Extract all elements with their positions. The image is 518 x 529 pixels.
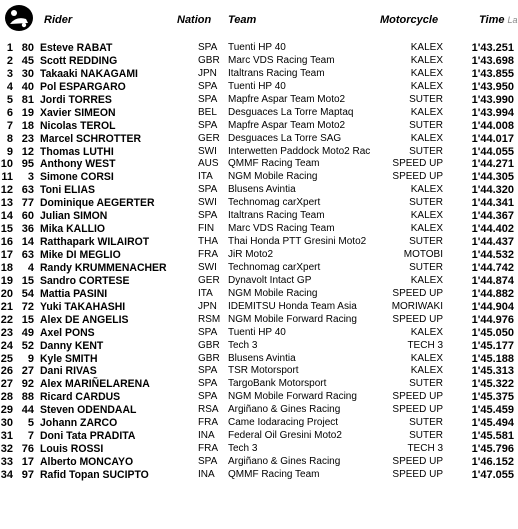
rider-nation: ITA [198,287,213,299]
rider-time: 1'44.532 [471,249,514,261]
rider-time: 1'45.581 [471,430,514,443]
rider-number: 27 [21,365,34,378]
rider-position: 3 [6,67,13,80]
rider-motorcycle: KALEX [410,326,443,338]
rider-motorcycle: SPEED UP [392,456,443,467]
rider-position: 23 [0,326,13,339]
rider-team: Came Iodaracing Project [228,417,339,429]
rider-position: 18 [0,261,13,274]
rider-motorcycle: SPEED UP [392,391,443,403]
rider-nation: FIN [198,223,215,235]
rider-number: 80 [21,42,34,54]
rider-motorcycle: SUTER [409,417,443,429]
results-table [0,42,518,482]
rider-team: Blusens Avintia [228,352,296,364]
table-row [0,314,518,327]
rider-team: Mapfre Aspar Team Moto2 [228,119,346,131]
rider-motorcycle: MOTOBI [403,249,443,260]
rider-time: 1'43.990 [471,93,514,106]
rider-nation: GBR [198,339,220,351]
table-row [0,365,518,378]
rider-name: Dani RIVAS [40,365,97,378]
rider-number: 3 [27,171,34,184]
table-row [0,249,518,262]
rider-nation: BEL [198,106,217,118]
rider-name: Simone CORSI [40,171,114,184]
rider-position: 26 [0,365,13,378]
rider-team: Technomag carXpert [228,197,321,209]
rider-team: TargoBank Motorsport [228,378,327,390]
column-header-nation: Nation [177,14,212,26]
rider-position: 11 [1,171,13,184]
rider-nation: INA [198,468,215,480]
rider-nation: GBR [198,54,220,66]
table-row [0,469,518,482]
rider-number: 77 [21,197,34,210]
rider-nation: GER [198,274,220,286]
rider-time: 1'44.305 [471,171,514,184]
rider-motorcycle: KALEX [410,42,443,53]
rider-position: 25 [0,352,13,365]
rider-team: Technomag carXpert [228,261,321,273]
rider-motorcycle: SPEED UP [392,313,443,325]
rider-time: 1'44.437 [471,236,514,249]
rider-motorcycle: KALEX [410,223,443,235]
rider-time: 1'44.341 [471,197,514,210]
rider-name: Kyle SMITH [40,352,98,365]
rider-motorcycle: KALEX [410,210,443,222]
rider-position: 7 [6,119,13,132]
rider-nation: RSM [198,313,221,325]
rider-position: 16 [0,236,13,249]
rider-time: 1'45.796 [471,443,514,456]
rider-number: 88 [21,391,34,404]
table-row [0,81,518,94]
rider-time: 1'44.402 [471,223,514,236]
rider-number: 72 [21,300,34,313]
table-row [0,262,518,275]
rider-nation: THA [198,236,218,248]
rider-motorcycle: SUTER [409,197,443,209]
rider-time: 1'43.994 [471,106,514,119]
table-row [0,404,518,417]
table-row [0,443,518,456]
rider-number: 9 [27,352,34,365]
rider-position: 17 [0,249,13,261]
rider-name: Steven ODENDAAL [40,404,137,417]
table-row [0,171,518,184]
rider-team: Argiñano & Gines Racing [228,404,341,416]
rider-nation: SWI [198,197,217,209]
rider-position: 31 [0,430,13,443]
rider-motorcycle: KALEX [410,67,443,79]
table-row [0,236,518,249]
table-row [0,275,518,288]
rider-number: 36 [21,223,34,236]
rider-number: 63 [21,184,34,197]
table-row [0,417,518,430]
rider-position: 10 [0,158,13,171]
table-row [0,184,518,197]
rider-position: 13 [0,197,13,210]
rider-name: Takaaki NAKAGAMI [40,67,138,80]
rider-time: 1'44.976 [471,313,514,326]
rider-position: 24 [0,339,13,352]
rider-time: 1'43.855 [471,67,514,80]
rider-position: 33 [0,456,13,468]
rider-number: 23 [21,132,34,145]
rider-team: Italtrans Racing Team [228,210,325,222]
rider-name: Danny KENT [40,339,104,352]
rider-nation: SPA [198,391,218,403]
rider-position: 19 [0,274,13,287]
table-row [0,120,518,133]
rider-team: Mapfre Aspar Team Moto2 [228,93,346,105]
rider-position: 14 [0,210,13,223]
rider-time: 1'43.950 [471,80,514,93]
rider-time: 1'44.055 [471,145,514,158]
rider-name: Alex MARIÑELARENA [40,378,150,391]
rider-number: 76 [21,443,34,456]
rider-name: Yuki TAKAHASHI [40,300,126,313]
rider-team: NGM Mobile Racing [228,287,318,299]
rider-motorcycle: SUTER [409,145,443,157]
rider-number: 7 [27,430,34,443]
rider-name: Thomas LUTHI [40,145,114,158]
rider-nation: FRA [198,443,218,455]
rider-name: Toni ELIAS [40,184,95,197]
rider-nation: SPA [198,42,218,53]
rider-nation: SPA [198,80,218,92]
rider-name: Xavier SIMEON [40,106,116,119]
rider-position: 5 [6,93,13,106]
rider-number: 12 [21,145,34,158]
rider-position: 12 [0,184,13,197]
rider-name: Ratthapark WILAIROT [40,236,150,249]
rider-nation: SPA [198,119,218,131]
rider-number: 19 [21,106,34,119]
rider-team: Marc VDS Racing Team [228,54,335,66]
rider-motorcycle: SUTER [409,119,443,131]
table-row [0,223,518,236]
rider-position: 9 [6,145,13,158]
rider-team: Federal Oil Gresini Moto2 [228,430,342,442]
rider-team: Desguaces La Torre SAG [228,132,342,144]
rider-motorcycle: TECH 3 [407,443,443,455]
table-row [0,94,518,107]
rider-number: 30 [21,67,34,80]
rider-nation: AUS [198,158,219,170]
rider-team: Tech 3 [228,443,258,455]
rider-number: 40 [21,80,34,93]
rider-time: 1'44.874 [471,274,514,287]
rider-team: Tuenti HP 40 [228,80,286,92]
rider-time: 1'45.188 [471,352,514,365]
rider-name: Rafid Topan SUCIPTO [40,468,149,481]
rider-position: 6 [6,106,13,119]
rider-name: Dominique AEGERTER [40,197,155,210]
rider-team: Dynavolt Intact GP [228,274,312,286]
table-row [0,197,518,210]
rider-position: 30 [0,417,13,430]
rider-position: 21 [0,300,13,313]
rider-nation: FRA [198,417,218,429]
rider-team: Blusens Avintia [228,184,296,196]
rider-time: 1'45.494 [471,417,514,430]
table-row [0,133,518,146]
rider-number: 97 [21,468,34,481]
rider-number: 18 [21,119,34,132]
rider-team: Italtrans Racing Team [228,67,325,79]
rider-position: 2 [6,54,13,67]
rider-nation: GER [198,132,220,144]
rider-name: Mika KALLIO [40,223,106,236]
table-row [0,210,518,223]
rider-position: 8 [6,132,13,145]
rider-name: Jordi TORRES [40,93,112,106]
rider-number: 92 [21,378,34,391]
rider-team: QMMF Racing Team [228,158,320,170]
rider-team: NGM Mobile Forward Racing [228,313,357,325]
rider-name: Sandro CORTESE [40,274,130,287]
rider-motorcycle: KALEX [410,54,443,66]
rider-nation: FRA [198,249,218,260]
rider-time: 1'43.251 [471,42,514,54]
rider-team: QMMF Racing Team [228,468,320,480]
rider-nation: ITA [198,171,213,183]
table-row [0,353,518,366]
rider-time: 1'44.271 [471,158,514,171]
rider-time: 1'43.698 [471,54,514,67]
rider-name: Axel PONS [40,326,95,339]
rider-nation: INA [198,430,215,442]
rider-nation: SPA [198,378,218,390]
rider-number: 44 [21,404,34,417]
rider-time: 1'44.008 [471,119,514,132]
rider-name: Alex DE ANGELIS [40,313,129,326]
rider-position: 34 [0,468,13,481]
rider-time: 1'45.322 [471,378,514,391]
rider-name: Scott REDDING [40,54,118,67]
table-row [0,146,518,159]
rider-motorcycle: KALEX [410,106,443,118]
rider-team: NGM Mobile Forward Racing [228,391,357,403]
rider-nation: JPN [198,67,217,79]
rider-number: 49 [21,326,34,339]
table-row [0,107,518,120]
rider-name: Marcel SCHROTTER [40,132,142,145]
column-header-team: Team [228,14,257,26]
rider-time: 1'44.320 [471,184,514,197]
rider-number: 5 [27,417,34,430]
results-header [0,0,518,36]
rider-motorcycle: SUTER [409,236,443,248]
rider-motorcycle: MORIWAKI [391,300,443,312]
rider-name: Louis ROSSI [40,443,104,456]
rider-motorcycle: KALEX [410,352,443,364]
rider-number: 63 [21,249,34,261]
table-row [0,391,518,404]
table-row [0,68,518,81]
table-row [0,288,518,301]
table-row [0,430,518,443]
rider-position: 29 [0,404,13,417]
motorcycle-rider-icon [4,4,34,32]
rider-team: Tuenti HP 40 [228,326,286,338]
table-row [0,340,518,353]
rider-nation: SPA [198,184,218,196]
rider-number: 95 [21,158,34,171]
rider-motorcycle: KALEX [410,184,443,196]
column-header-time-suffix: La [507,15,518,25]
rider-time: 1'44.367 [471,210,514,223]
rider-number: 54 [21,287,34,300]
rider-time: 1'44.017 [471,132,514,145]
rider-time: 1'46.152 [471,456,514,468]
rider-name: Julian SIMON [40,210,108,223]
column-header-rider: Rider [44,14,73,26]
rider-position: 32 [0,443,13,456]
rider-number: 15 [21,313,34,326]
rider-team: IDEMITSU Honda Team Asia [228,300,357,312]
rider-time: 1'45.177 [471,339,514,352]
table-row [0,42,518,55]
rider-nation: SWI [198,261,217,273]
rider-motorcycle: KALEX [410,80,443,92]
rider-motorcycle: TECH 3 [407,339,443,351]
rider-name: Pol ESPARGARO [40,80,126,93]
table-row [0,327,518,340]
rider-time: 1'44.882 [471,287,514,300]
rider-team: Marc VDS Racing Team [228,223,335,235]
rider-position: 22 [0,313,13,326]
rider-time: 1'45.050 [471,326,514,339]
rider-team: Argiñano & Gines Racing [228,456,341,467]
rider-number: 60 [21,210,34,223]
rider-motorcycle: SUTER [409,378,443,390]
rider-team: NGM Mobile Racing [228,171,318,183]
rider-nation: SPA [198,326,218,338]
table-row [0,55,518,68]
rider-nation: RSA [198,404,219,416]
rider-time: 1'45.459 [471,404,514,417]
rider-name: Mattia PASINI [40,287,108,300]
rider-team: Interwetten Paddock Moto2 Rac [228,145,371,157]
rider-number: 4 [27,261,34,274]
rider-time: 1'45.375 [471,391,514,404]
rider-motorcycle: SPEED UP [392,404,443,416]
rider-position: 4 [6,80,13,93]
rider-motorcycle: SPEED UP [392,171,443,183]
rider-name: Esteve RABAT [40,42,113,54]
rider-name: Anthony WEST [40,158,116,171]
table-row [0,158,518,171]
rider-team: Tuenti HP 40 [228,42,286,53]
rider-time: 1'47.055 [471,468,514,481]
rider-time: 1'44.742 [471,261,514,274]
rider-motorcycle: SUTER [409,93,443,105]
rider-name: Doni Tata PRADITA [40,430,136,443]
rider-motorcycle: SPEED UP [392,158,443,170]
rider-team: Tech 3 [228,339,258,351]
rider-team: JiR Moto2 [228,249,274,260]
table-row [0,301,518,314]
rider-number: 45 [21,54,34,67]
rider-team: Thai Honda PTT Gresini Moto2 [228,236,367,248]
rider-nation: SPA [198,93,218,105]
rider-nation: SPA [198,210,218,222]
rider-nation: SPA [198,365,218,377]
column-header-time [479,14,518,26]
rider-position: 28 [0,391,13,404]
rider-position: 27 [0,378,13,391]
rider-nation: GBR [198,352,220,364]
rider-name: Nicolas TEROL [40,119,116,132]
rider-position: 15 [0,223,13,236]
table-row [0,456,518,469]
rider-name: Alberto MONCAYO [40,456,134,468]
rider-nation: SPA [198,456,218,467]
column-header-time-label: Time [479,14,505,26]
rider-number: 14 [21,236,34,249]
rider-motorcycle: KALEX [410,365,443,377]
rider-number: 15 [21,274,34,287]
rider-number: 17 [21,456,34,468]
rider-name: Ricard CARDUS [40,391,121,404]
rider-position: 20 [0,287,13,300]
rider-number: 52 [21,339,34,352]
rider-motorcycle: SPEED UP [392,287,443,299]
column-header-motorcycle: Motorcycle [380,14,439,26]
rider-name: Johann ZARCO [40,417,118,430]
rider-name: Randy KRUMMENACHER [40,261,167,274]
rider-position: 1 [6,42,13,54]
rider-team: Desguaces La Torre Maptaq [228,106,354,118]
rider-number: 81 [21,93,34,106]
rider-team: TSR Motorsport [228,365,299,377]
rider-motorcycle: SPEED UP [392,468,443,480]
table-row [0,378,518,391]
rider-motorcycle: SUTER [409,430,443,442]
rider-motorcycle: KALEX [410,274,443,286]
rider-nation: SWI [198,145,217,157]
rider-nation: JPN [198,300,217,312]
rider-time: 1'44.904 [471,300,514,313]
rider-time: 1'45.313 [471,365,514,378]
rider-motorcycle: KALEX [410,132,443,144]
rider-name: Mike DI MEGLIO [40,249,121,261]
rider-motorcycle: SUTER [409,261,443,273]
